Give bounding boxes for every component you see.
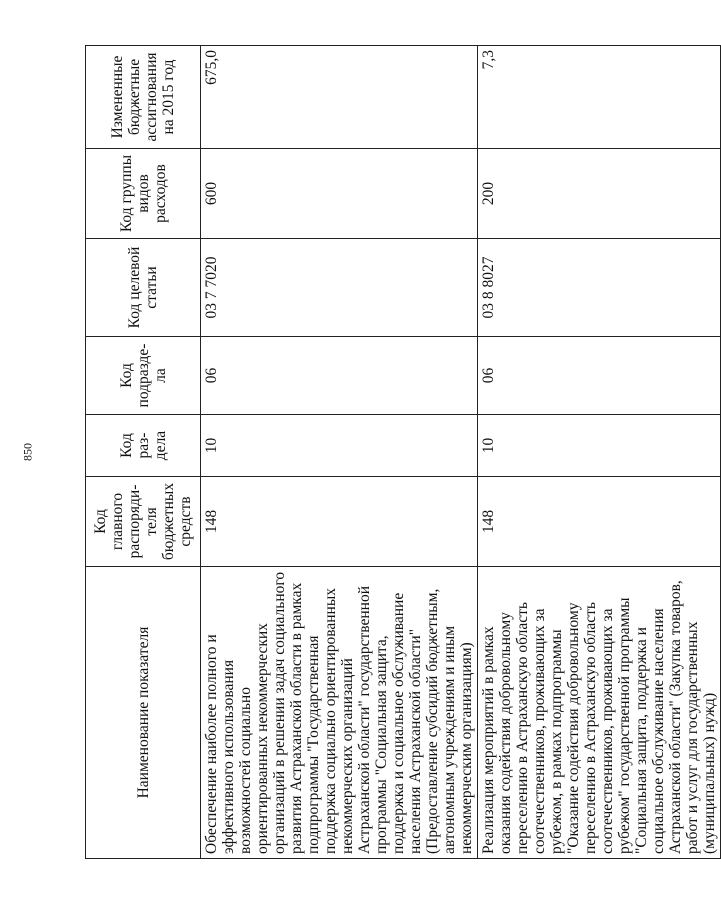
row-expense-group: 600 — [201, 149, 478, 239]
header-amount: Измененные бюджетные ассигнования на 2015 год — [86, 46, 201, 149]
table-row — [201, 46, 478, 859]
row-target-article: 03 8 8027 — [478, 239, 721, 337]
row-amount: 7,3 — [478, 46, 721, 149]
row-razdel: 10 — [478, 415, 721, 477]
row-name: Реализация мероприятий в рамках оказания содействия добровольному переселению в Астраханскую область соотечественников, проживающих за рубежом, в рамках подпрограммы "Оказание содействия добровольному переселению в Астраханскую область соотечественников, проживающих за рубежом" государственной программы "Социальная защита, поддержка и социальное обслуживание населения Астраханской области" (Закупка товаров, работ и услуг для государственных (муниципальных) нужд) — [478, 567, 721, 859]
header-name: Наименование показателя — [86, 567, 201, 859]
row-target-article: 03 7 7020 — [201, 239, 478, 337]
row-amount: 675,0 — [201, 46, 478, 149]
table-row — [478, 46, 721, 859]
header-expense-group-code: Код группы видов расходов — [86, 149, 201, 239]
header-target-article-code: Код целевой статьи — [86, 239, 201, 337]
budget-table — [85, 45, 721, 859]
row-name: Обеспечение наиболее полного и эффективного использования возможностей социально ориентированных некоммерческих организаций в решении задач социального развития Астраханской области в рамках подпрограммы "Государственная поддержка социально ориентированных некоммерческих организаций Астраханской области" государственной программы "Социальная защита, поддержка и социальное обслуживание населения Астраханской области" (Предоставление субсидий бюджетным, автономным учреждениям и иным некоммерческим организациям) — [201, 567, 478, 859]
row-grbs: 148 — [478, 477, 721, 567]
row-podrazdel: 06 — [201, 337, 478, 415]
header-podrazdel-code: Код подразде-ла — [86, 337, 201, 415]
header-razdel-code: Код раз-дела — [86, 415, 201, 477]
row-podrazdel: 06 — [478, 337, 721, 415]
page-number: 850 — [20, 443, 35, 461]
header-grbs-code: Код главного распоряди-теля бюджетных средств — [86, 477, 201, 567]
row-grbs: 148 — [201, 477, 478, 567]
row-expense-group: 200 — [478, 149, 721, 239]
header-row — [86, 46, 201, 859]
row-razdel: 10 — [201, 415, 478, 477]
rotated-table-container — [85, 46, 718, 859]
